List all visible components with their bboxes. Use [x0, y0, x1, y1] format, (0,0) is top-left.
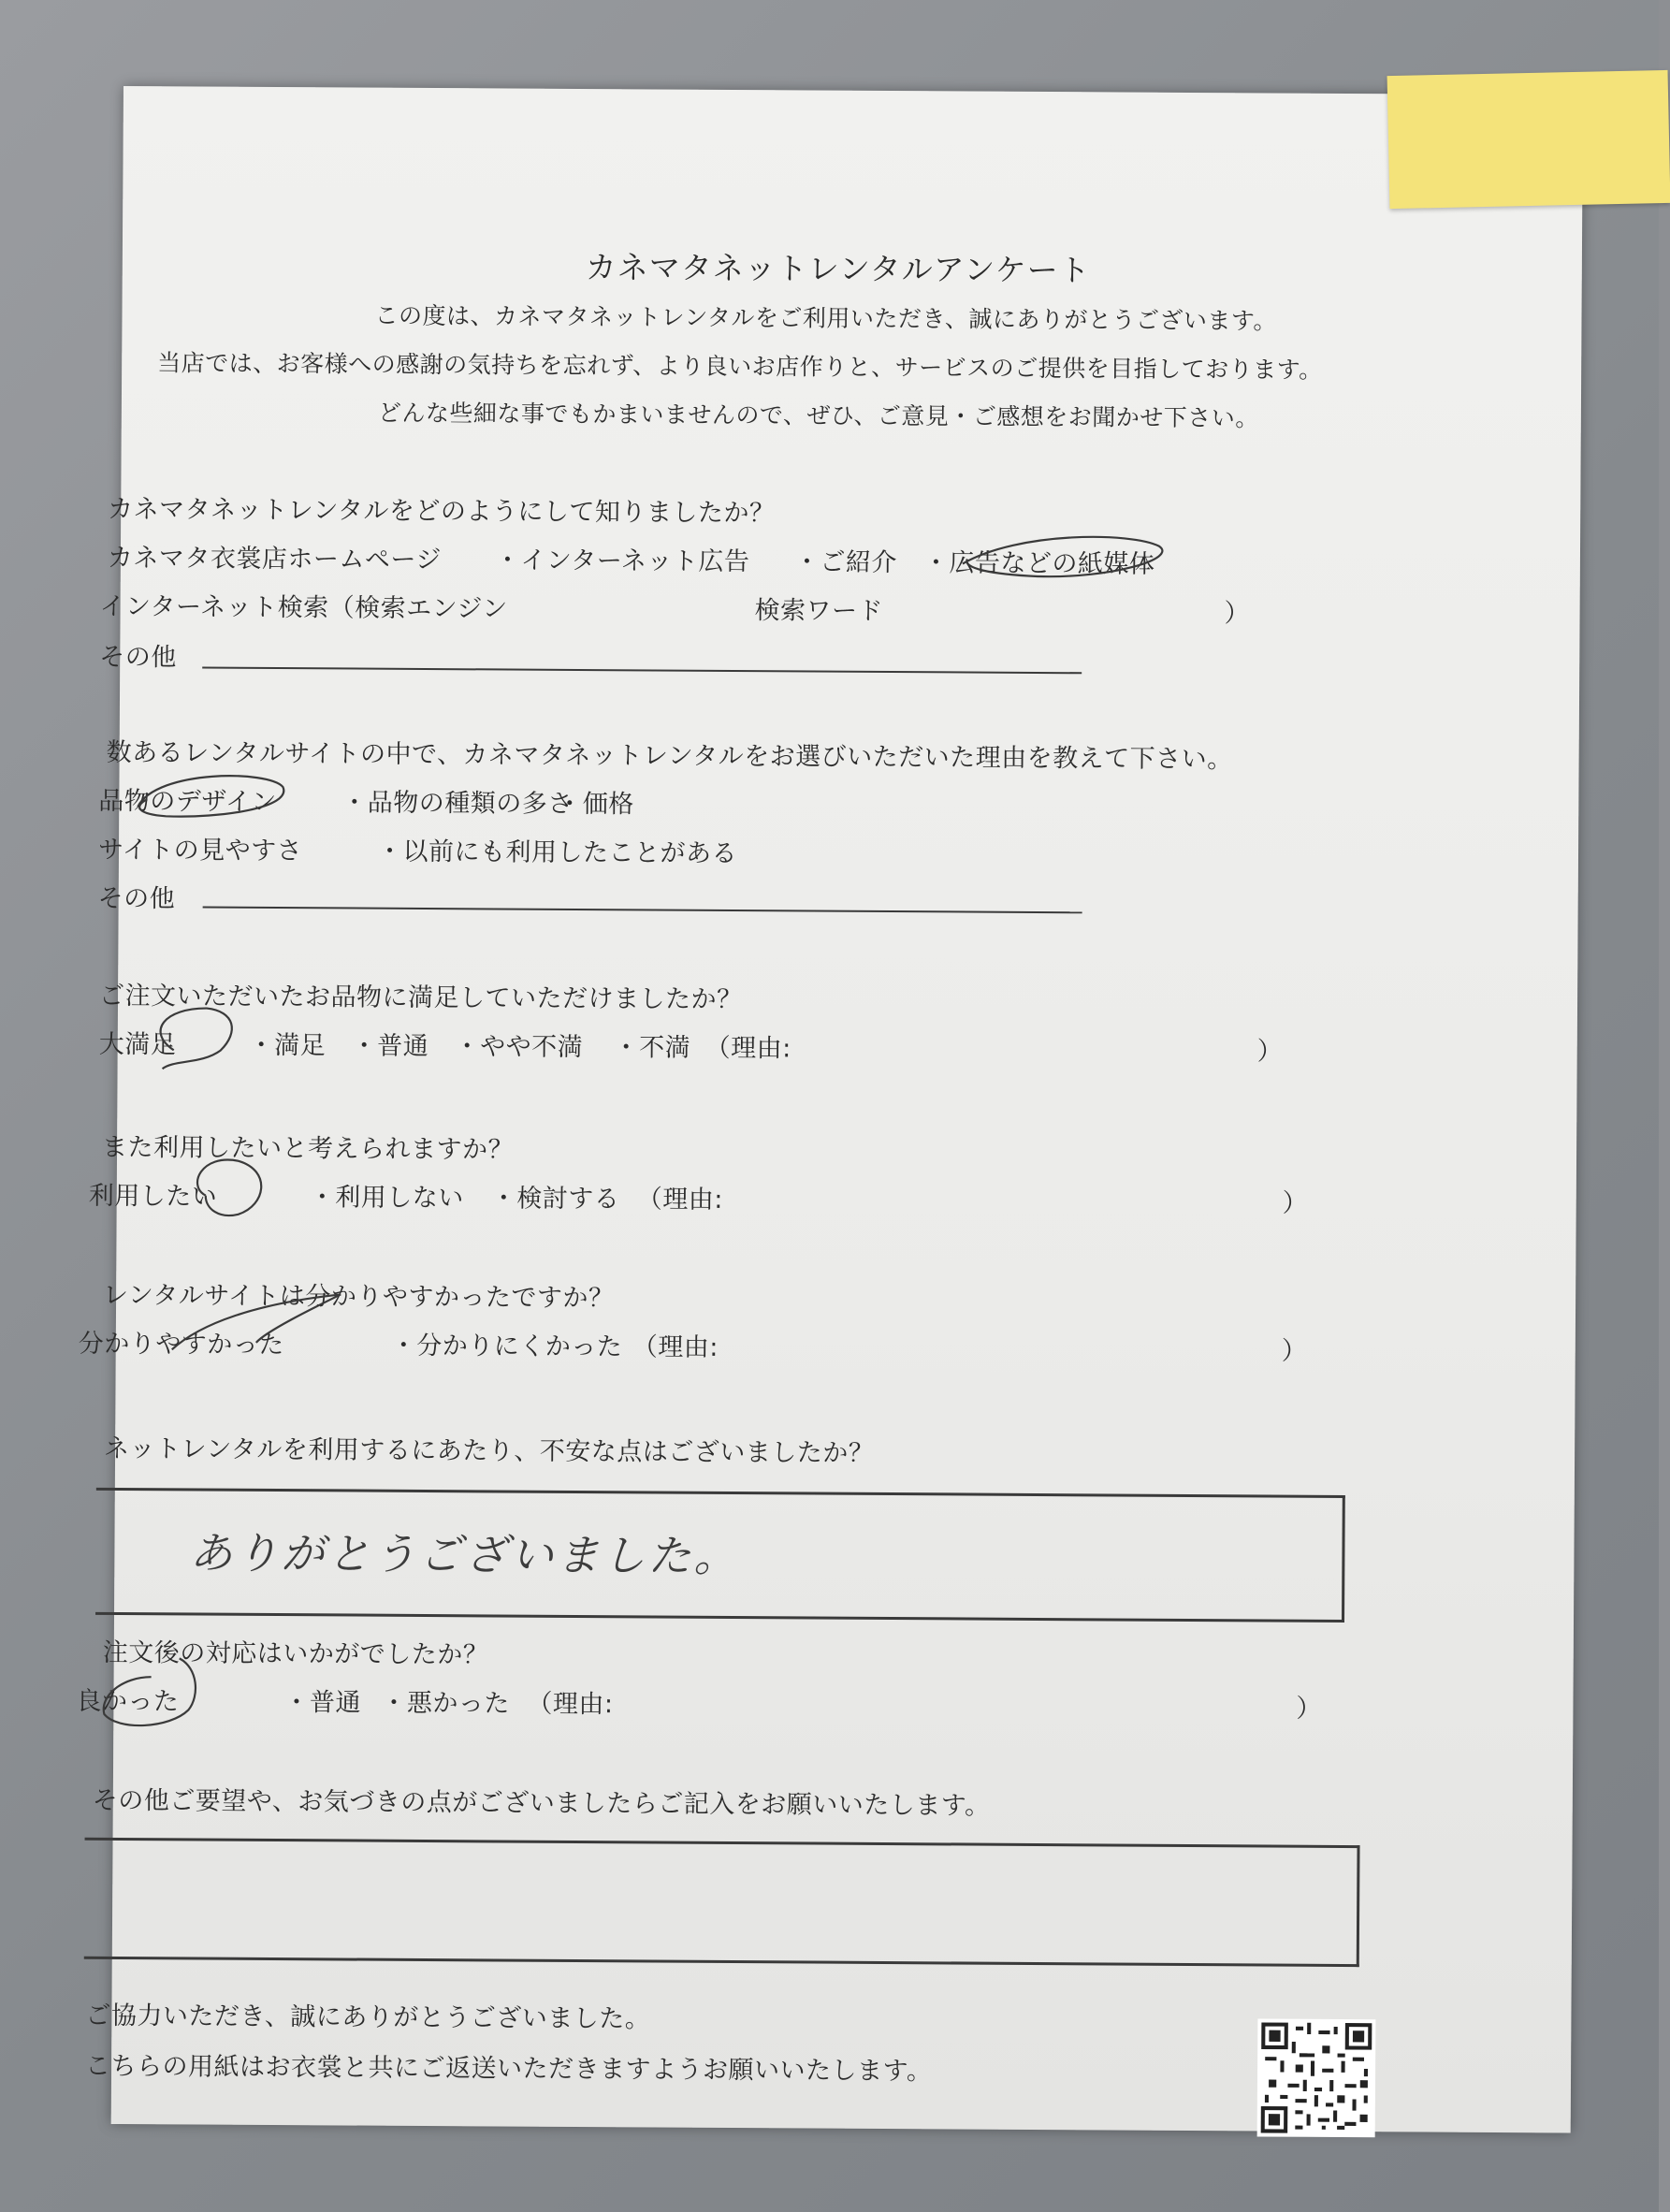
survey-title: カネマタネットレンタルアンケート — [585, 249, 1091, 289]
q3-reason-label: （理由: — [704, 1033, 791, 1064]
circle-mark-q3 — [160, 1008, 232, 1069]
intro-line-2: 当店では、お客様への感謝の気持ちを忘れず、より良いお店作りと、サービスのご提供を目指しております。 — [157, 349, 1323, 384]
q7-option-bad[interactable]: ・悪かった — [381, 1688, 511, 1719]
q6-question: ネットレンタルを利用するにあたり、不安な点はございましたか？ — [104, 1433, 875, 1468]
q3-option-very-satisfied[interactable]: 大満足 — [98, 1029, 177, 1060]
q4-option-consider[interactable]: ・検討する — [490, 1184, 620, 1215]
footer-return-note: こちらの用紙はお衣裳と共にご返送いただきますようお願いいたします。 — [84, 2051, 933, 2087]
handwritten-circle-marks — [111, 86, 1583, 2132]
q7-question: 注文後の対応はいかがでしたか？ — [102, 1637, 489, 1670]
sticky-note — [1387, 70, 1670, 209]
q3-option-normal[interactable]: ・普通 — [351, 1031, 429, 1062]
q7-reason-label: （理由: — [527, 1689, 614, 1720]
q1-option-search[interactable]: インターネット検索（検索エンジン — [99, 591, 508, 624]
q3-option-satisfied[interactable]: ・満足 — [248, 1030, 327, 1061]
q2-other-label: その他 — [97, 883, 176, 914]
q4-option-wont-use[interactable]: ・利用しない — [309, 1183, 464, 1214]
q5-paren-close: ） — [1281, 1336, 1308, 1366]
q1-paren-close: ） — [1224, 599, 1251, 629]
circle-mark-q4 — [197, 1159, 262, 1215]
q3-option-somewhat-dissatisfied[interactable]: ・やや不満 — [454, 1032, 584, 1063]
circle-mark-q2 — [138, 776, 283, 818]
circle-mark-q7 — [104, 1658, 196, 1726]
q1-option-referral[interactable]: ・ご紹介 — [793, 547, 897, 578]
footer-thanks: ご協力いただき、誠にありがとうございました。 — [85, 2001, 651, 2034]
q4-question: また利用したいと考えられますか？ — [101, 1132, 515, 1165]
q2-option-price[interactable]: ・価格 — [557, 789, 634, 820]
q2-option-site-readability[interactable]: サイトの見やすさ — [97, 835, 303, 866]
q4-reason-label: （理由: — [636, 1185, 723, 1215]
q7-paren-close: ） — [1296, 1694, 1323, 1724]
q6-handwritten-answer: ありがとうございました。 — [189, 1527, 740, 1582]
q3-option-dissatisfied[interactable]: ・不満 — [613, 1033, 691, 1063]
q7-option-good[interactable]: 良かった — [76, 1686, 180, 1717]
q3-question: ご注文いただいたお品物に満足していただけましたか？ — [98, 981, 743, 1015]
q1-option-homepage[interactable]: カネマタ衣裳店ホームページ — [107, 543, 442, 575]
q5-option-easy[interactable]: 分かりやすかった — [78, 1329, 284, 1361]
q1-option-paper-media[interactable]: ・広告などの紙媒体 — [922, 548, 1155, 579]
q2-option-variety[interactable]: ・品物の種類の多さ — [341, 788, 574, 819]
q3-paren-close: ） — [1256, 1037, 1284, 1067]
q5-option-hard[interactable]: ・分かりにくかった — [390, 1331, 623, 1362]
q5-reason-label: （理由: — [632, 1332, 719, 1362]
circle-mark-q1 — [963, 536, 1163, 577]
q4-option-want-to-use[interactable]: 利用したい — [88, 1181, 218, 1212]
circle-mark-q5 — [172, 1293, 341, 1350]
q2-question: 数あるレンタルサイトの中で、カネマタネットレンタルをお選びいただいた理由を教えて下さい。 — [106, 737, 1233, 775]
q1-option-internet-ad[interactable]: ・インターネット広告 — [494, 546, 750, 577]
q1-search-word-label: 検索ワード — [754, 596, 884, 626]
q2-option-used-before[interactable]: ・以前にも利用したことがある — [376, 837, 738, 869]
q1-other-label: その他 — [99, 642, 177, 673]
q2-option-design[interactable]: 品物のデザイン — [98, 786, 278, 818]
intro-line-1: この度は、カネマタネットレンタルをご利用いただき、誠にありがとうございます。 — [374, 301, 1277, 335]
q1-question: カネマタネットレンタルをどのようにして知りましたか？ — [108, 494, 776, 529]
q7-option-normal[interactable]: ・普通 — [283, 1688, 362, 1718]
q5-question: レンタルサイトは分かりやすかったですか？ — [103, 1280, 615, 1314]
q8-question: その他ご要望や、お気づきの点がございましたらご記入をお願いいたします。 — [92, 1785, 991, 1821]
q4-paren-close: ） — [1282, 1188, 1309, 1218]
intro-line-3: どんな些細な事でもかまいませんので、ぜひ、ご意見・ご感想をお聞かせ下さい。 — [377, 399, 1259, 432]
survey-sheet — [76, 86, 1583, 2132]
